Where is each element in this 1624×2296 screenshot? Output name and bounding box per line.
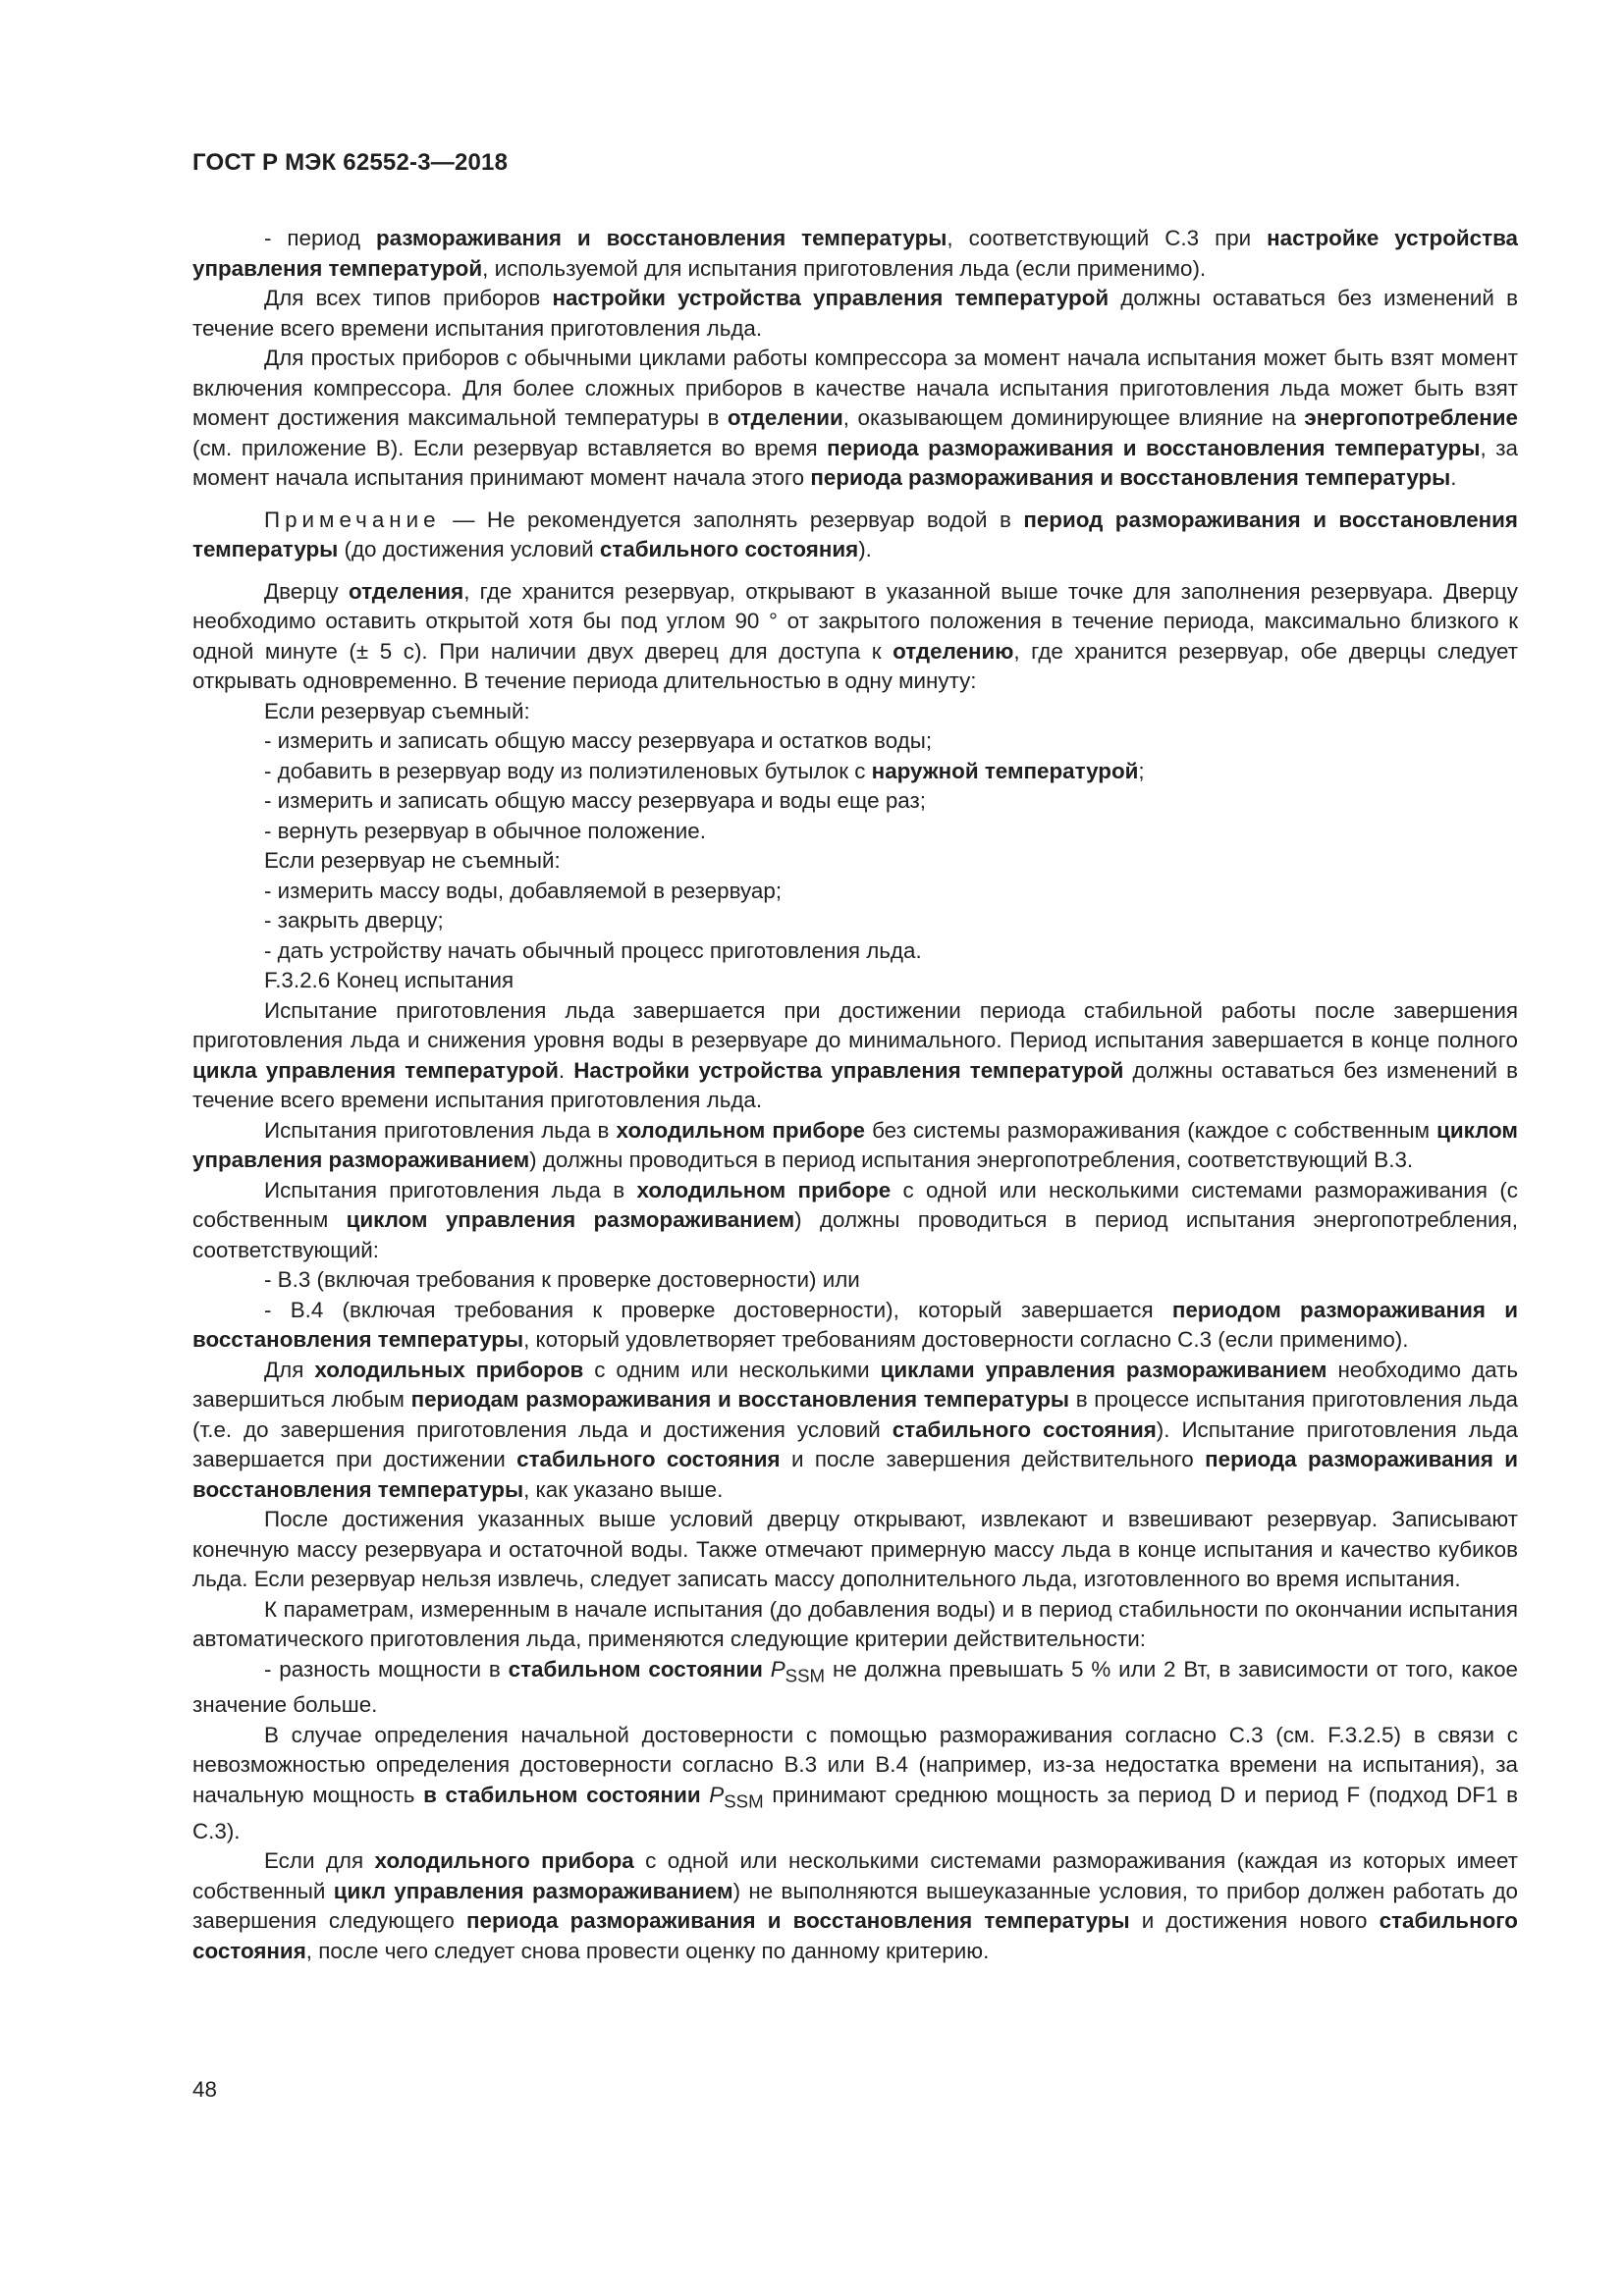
text-run: без системы размораживания (каждое с собственным xyxy=(865,1117,1437,1143)
text-run: Если резервуар не съемный: xyxy=(264,848,561,873)
paragraph xyxy=(192,1356,1518,1506)
bold-term: периодом размораживания и восстановления температуры xyxy=(192,1297,1518,1352)
text-run: ) должны проводиться в период испытания энергопотребления, соответствующий В.3. xyxy=(529,1148,1414,1172)
bold-term: отделения xyxy=(349,578,464,604)
text-run: - разность мощности в xyxy=(264,1656,509,1682)
text-run: , где хранится резервуар, обе дверцы следует открывать одновременно. В течение периода длительностью в одну минуту: xyxy=(192,638,1519,693)
paragraph xyxy=(192,1595,1518,1655)
text-run: Испытание приготовления льда завершается при достижении периода стабильной работы после завершения приготовления льда и снижения уровня воды в резервуаре до минимального. Период испытания завершается в конце полного xyxy=(192,997,1518,1052)
text-run: . xyxy=(1450,465,1457,490)
text-run: - добавить в резервуар воду из полиэтиленовых бутылок с xyxy=(264,758,872,783)
bold-term: периода размораживания и восстановления температуры xyxy=(827,435,1481,460)
paragraph xyxy=(192,577,1518,697)
paragraph xyxy=(192,697,1518,727)
paragraph xyxy=(192,786,1518,817)
text-run: , где хранится резервуар, открывают в указанной выше точке для заполнения резервуара. Дверцу необходимо оставить открытой хотя бы под углом 90 ° от закрытого положения в течение периода, максимально близкого к одной минуте (± 5 с). При наличии двух дверец для доступа к xyxy=(192,578,1519,664)
bold-term: периода размораживания и восстановления температуры xyxy=(192,1447,1519,1502)
text-run: — Не рекомендуется заполнять резервуар водой в xyxy=(440,507,1024,532)
bold-term: настройки устройства управления температурой xyxy=(552,286,1110,310)
paragraph xyxy=(192,996,1518,1116)
bold-term: циклом управления размораживанием xyxy=(192,1117,1518,1172)
text-run: и достижения нового xyxy=(1129,1908,1380,1934)
paragraph xyxy=(192,284,1518,344)
text-run: Дверцу xyxy=(264,578,349,604)
paragraph xyxy=(192,506,1518,565)
text-run: Испытания приготовления льда в xyxy=(264,1117,617,1143)
paragraph xyxy=(192,1655,1518,1721)
document-header-title: ГОСТ Р МЭК 62552-3—2018 xyxy=(192,149,509,176)
text-run: принимают среднюю мощность за период D и период F (подход DF1 в С.3). xyxy=(192,1782,1518,1843)
text-run: Для xyxy=(264,1357,315,1382)
paragraph xyxy=(192,846,1518,877)
bold-term: отделению xyxy=(893,638,1014,664)
paragraph xyxy=(192,1116,1518,1176)
paragraph xyxy=(192,1505,1518,1595)
text-run: - измерить и записать общую массу резервуара и остатков воды; xyxy=(264,728,933,753)
text-run: в процессе испытания приготовления льда (т.е. до завершения приготовления льда и достижения условий xyxy=(192,1387,1519,1442)
text-run: F.3.2.6 Конец испытания xyxy=(264,968,514,992)
text-run: , используемой для испытания приготовления льда (если применимо). xyxy=(482,255,1207,281)
bold-term: холодильных приборов xyxy=(314,1357,584,1382)
document-body xyxy=(192,224,1518,1966)
text-run: К параметрам, измеренным в начале испытания (до добавления воды) и в период стабильности по окончании испытания автоматического приготовления льда, применяются следующие критерии действительности: xyxy=(192,1596,1518,1651)
symbol-subscript: SSM xyxy=(785,1664,826,1685)
text-run: ; xyxy=(1138,758,1145,783)
text-run: - В.4 (включая требования к проверке достоверности), который завершается xyxy=(264,1297,1172,1322)
symbol: P xyxy=(770,1656,785,1682)
text-run: (см. приложение В). Если резервуар вставляется во время xyxy=(192,435,828,460)
text-run: с одним или несколькими xyxy=(583,1357,881,1382)
text-run: не должна превышать 5 % или 2 Вт, в зависимости от того, какое значение больше. xyxy=(192,1656,1518,1718)
paragraph xyxy=(192,877,1518,907)
text-run: ) должны проводиться в период испытания энергопотребления, соответствующий: xyxy=(192,1207,1518,1262)
text-run: ). Испытание приготовления льда завершается при достижении xyxy=(192,1416,1519,1471)
text-run: В случае определения начальной достоверности с помощью размораживания согласно С.3 (см. F.3.2.5) в связи с невозможностью определения достоверности согласно В.3 или В.4 (например, из-за недостатка времени на испытания), за начальную мощность xyxy=(192,1722,1518,1807)
text-run: - вернуть резервуар в обычное положение. xyxy=(264,818,706,843)
text-run: , оказывающем доминирующее влияние на xyxy=(842,405,1305,430)
paragraph xyxy=(192,906,1518,936)
text-run: , после чего следует снова провести оценку по данному критерию. xyxy=(305,1938,990,1963)
bold-term: периода размораживания и восстановления температуры xyxy=(810,465,1451,490)
paragraph xyxy=(192,726,1518,757)
bold-term: цикла управления температурой xyxy=(192,1057,559,1083)
text-run: , за момент начала испытания принимают момент начала этого xyxy=(192,435,1518,490)
page-number: 48 xyxy=(192,2077,217,2102)
paragraph xyxy=(192,1296,1518,1356)
bold-term: период размораживания и восстановления температуры xyxy=(192,507,1518,561)
paragraph xyxy=(192,344,1518,494)
bold-term: стабильного состояния xyxy=(892,1416,1157,1442)
text-run: необходимо дать завершиться любым xyxy=(192,1357,1519,1412)
paragraph xyxy=(192,1846,1518,1966)
bold-term: холодильном приборе xyxy=(616,1117,865,1143)
text-run: , соответствующий С.3 при xyxy=(947,226,1268,250)
text-run: - измерить массу воды, добавляемой в резервуар; xyxy=(264,878,783,903)
text-run: После достижения указанных выше условий дверцу открывают, извлекают и взвешивают резервуар. Записывают конечную массу резервуара и остаточной воды. Также отмечают примерную массу льда в конце испытания и качество кубиков льда. Если резервуар нельзя извлечь, следует записать массу дополнительного льда, изготовленного во время испытания. xyxy=(192,1507,1518,1591)
text-run xyxy=(701,1783,710,1807)
text-run: ) не выполняются вышеуказанные условия, то прибор должен работать до завершения следующего xyxy=(192,1878,1518,1934)
bold-term: стабильном состоянии xyxy=(508,1656,763,1682)
paragraph xyxy=(192,817,1518,847)
text-run: с одной или несколькими системами размораживания (каждая из которых имеет собственный xyxy=(192,1848,1518,1903)
bold-term: холодильном приборе xyxy=(636,1177,892,1202)
paragraph xyxy=(192,1265,1518,1296)
text-run: - дать устройству начать обычный процесс приготовления льда. xyxy=(264,937,922,963)
paragraph xyxy=(192,757,1518,787)
bold-term: отделении xyxy=(727,405,843,430)
bold-term: циклами управления размораживанием xyxy=(880,1357,1327,1382)
bold-term: стабильного состояния xyxy=(599,537,859,561)
text-run: - В.3 (включая требования к проверке достоверности) или xyxy=(264,1267,860,1292)
text-run: (до достижения условий xyxy=(338,537,600,561)
bold-term: периодам размораживания и восстановления температуры xyxy=(410,1387,1069,1412)
text-run: и после завершения действительного xyxy=(780,1447,1206,1471)
text-run: Если для xyxy=(264,1848,375,1874)
paragraph xyxy=(192,224,1518,284)
text-run: , как указано выше. xyxy=(523,1476,724,1502)
bold-term: циклом управления размораживанием xyxy=(346,1207,795,1232)
bold-term: размораживания и восстановления температуры xyxy=(375,226,947,250)
text-run: Если резервуар съемный: xyxy=(264,698,530,723)
text-run: - измерить и записать общую массу резервуара и воды еще раз; xyxy=(264,788,926,813)
symbol: P xyxy=(709,1782,725,1807)
bold-term: холодильного прибора xyxy=(374,1848,634,1874)
bold-term: энергопотребление xyxy=(1304,405,1518,430)
note-label: Примечание xyxy=(264,507,441,532)
bold-term: цикл управления размораживанием xyxy=(333,1878,733,1903)
bold-term: настройке устройства управления температурой xyxy=(192,226,1519,281)
bold-term: стабильного состояния xyxy=(192,1908,1518,1963)
text-run: - закрыть дверцу; xyxy=(264,908,444,933)
text-run: , который удовлетворяет требованиям достоверности согласно С.3 (если применимо). xyxy=(523,1327,1409,1352)
bold-term: Настройки устройства управления температурой xyxy=(573,1057,1124,1083)
text-run: должны оставаться без изменений в течение всего времени испытания приготовления льда. xyxy=(192,1057,1519,1112)
text-run: Для простых приборов с обычными циклами работы компрессора за момент начала испытания может быть взят момент включения компрессора. Для более сложных приборов в качестве начала испытания приготовления льда может быть взят момент достижения максимальной температуры в xyxy=(192,346,1518,430)
text-run: ). xyxy=(858,537,872,561)
bold-term: стабильного состояния xyxy=(516,1447,781,1471)
text-run xyxy=(763,1657,771,1682)
text-run: Испытания приготовления льда в xyxy=(264,1177,637,1202)
bold-term: в стабильном состоянии xyxy=(423,1782,701,1807)
text-run: - период xyxy=(264,226,376,250)
paragraph xyxy=(192,936,1518,967)
text-run: . xyxy=(558,1057,574,1083)
bold-term: периода размораживания и восстановления температуры xyxy=(465,1908,1130,1934)
bold-term: наружной температурой xyxy=(871,758,1139,783)
text-run: с одной или несколькими системами размораживания (с собственным xyxy=(192,1177,1518,1232)
text-run: Для всех типов приборов xyxy=(264,286,553,310)
paragraph xyxy=(192,1721,1518,1846)
paragraph xyxy=(192,966,1518,996)
text-run: должны оставаться без изменений в течение всего времени испытания приготовления льда. xyxy=(192,286,1518,341)
symbol-subscript: SSM xyxy=(724,1790,764,1812)
paragraph xyxy=(192,1176,1518,1266)
